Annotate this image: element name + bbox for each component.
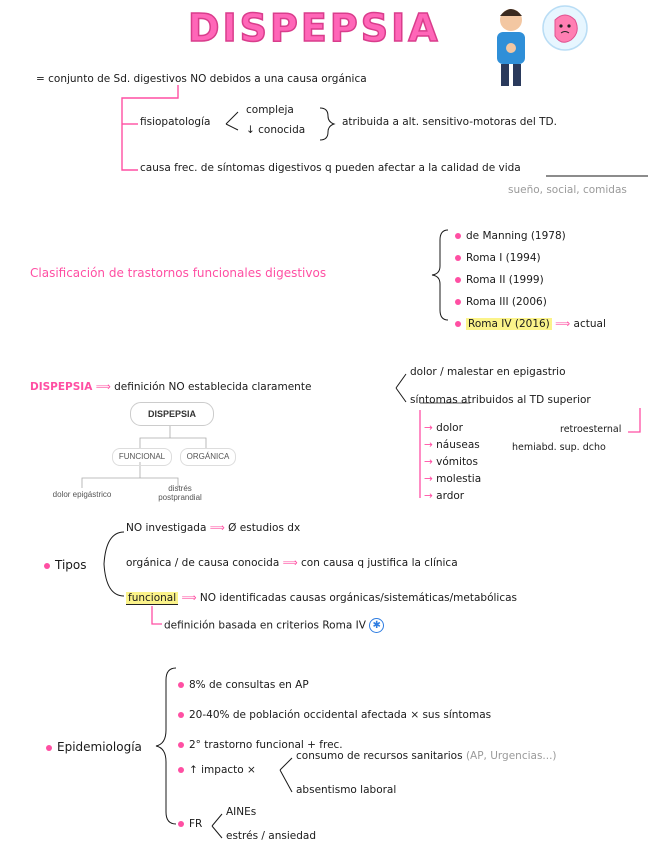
impacto-2: absentismo laboral bbox=[296, 784, 397, 796]
asterisk-icon: ✱ bbox=[369, 618, 384, 633]
tipo-3-sub: definición basada en criterios Roma IV ✱ bbox=[164, 618, 384, 633]
tree-funcional: FUNCIONAL bbox=[112, 448, 172, 466]
dispepsia-def: DISPEPSIA ⟹ definición NO establecida claramente bbox=[30, 381, 312, 393]
dispepsia-opt2: síntomas atribuidos al TD superior bbox=[410, 394, 591, 406]
definition-text: = conjunto de Sd. digestivos NO debidos a una causa orgánica bbox=[36, 73, 367, 85]
list-item: 20-40% de población occidental afectada × sus síntomas bbox=[178, 700, 491, 730]
list-item: → ardor bbox=[424, 490, 465, 502]
list-item: Roma III (2006) bbox=[455, 296, 606, 318]
fr-label: FR bbox=[178, 818, 202, 830]
actual-label: actual bbox=[573, 318, 606, 330]
fisio-opt1: compleja bbox=[246, 104, 294, 116]
fisio-result: atribuida a alt. sensitivo-motoras del TD. bbox=[342, 116, 557, 128]
list-item: → vómitos bbox=[424, 456, 478, 468]
list-item: de Manning (1978) bbox=[455, 230, 606, 252]
causa-line: causa frec. de síntomas digestivos q pueden afectar a la calidad de vida bbox=[140, 162, 521, 174]
epidemiologia-label: Epidemiología bbox=[46, 740, 142, 754]
list-item: Roma IV (2016) ⟹ actual bbox=[455, 318, 606, 340]
page-title: DISPEPSIA bbox=[188, 6, 441, 50]
list-item: → dolor bbox=[424, 422, 463, 434]
fisio-label: fisiopatología bbox=[140, 116, 211, 128]
tree-leaf-distres: distrés postprandial bbox=[158, 484, 202, 502]
list-item: → molestia bbox=[424, 473, 482, 485]
clasificacion-list bbox=[455, 230, 606, 340]
fr-2: estrés / ansiedad bbox=[226, 830, 316, 842]
dispepsia-opt1: dolor / malestar en epigastrio bbox=[410, 366, 566, 378]
tipo-1: NO investigada ⟹ Ø estudios dx bbox=[126, 522, 301, 534]
hemiabd-label: hemiabd. sup. dcho bbox=[512, 442, 606, 453]
fisio-opt2: ↓ conocida bbox=[246, 124, 306, 136]
tipo-3: funcional ⟹ NO identificadas causas orgánicas/sistemáticas/metabólicas bbox=[128, 592, 518, 604]
tipo-2: orgánica / de causa conocida ⟹ con causa q justifica la clínica bbox=[126, 557, 458, 569]
clasificacion-label: Clasificación de trastornos funcionales digestivos bbox=[30, 266, 327, 280]
causa-note: sueño, social, comidas bbox=[508, 184, 627, 196]
retroesternal-label: retroesternal bbox=[560, 424, 622, 435]
list-item: Roma II (1999) bbox=[455, 274, 606, 296]
epidemiologia-list bbox=[178, 670, 491, 760]
tree-leaf-dolor: dolor epigástrico bbox=[52, 490, 112, 499]
tree-organica: ORGÁNICA bbox=[180, 448, 236, 466]
symptom-list bbox=[424, 420, 481, 505]
impacto-label: ↑ impacto × bbox=[178, 764, 256, 776]
list-item: → náuseas bbox=[424, 439, 480, 451]
tipos-label: Tipos bbox=[44, 558, 87, 572]
list-item: 2° trastorno funcional + frec. bbox=[178, 730, 491, 760]
tree-root: DISPEPSIA bbox=[130, 402, 214, 426]
fr-1: AINEs bbox=[226, 806, 257, 818]
list-item: 8% de consultas en AP bbox=[178, 670, 491, 700]
impacto-1: consumo de recursos sanitarios (AP, Urgencias...) bbox=[296, 750, 557, 762]
list-item: Roma I (1994) bbox=[455, 252, 606, 274]
